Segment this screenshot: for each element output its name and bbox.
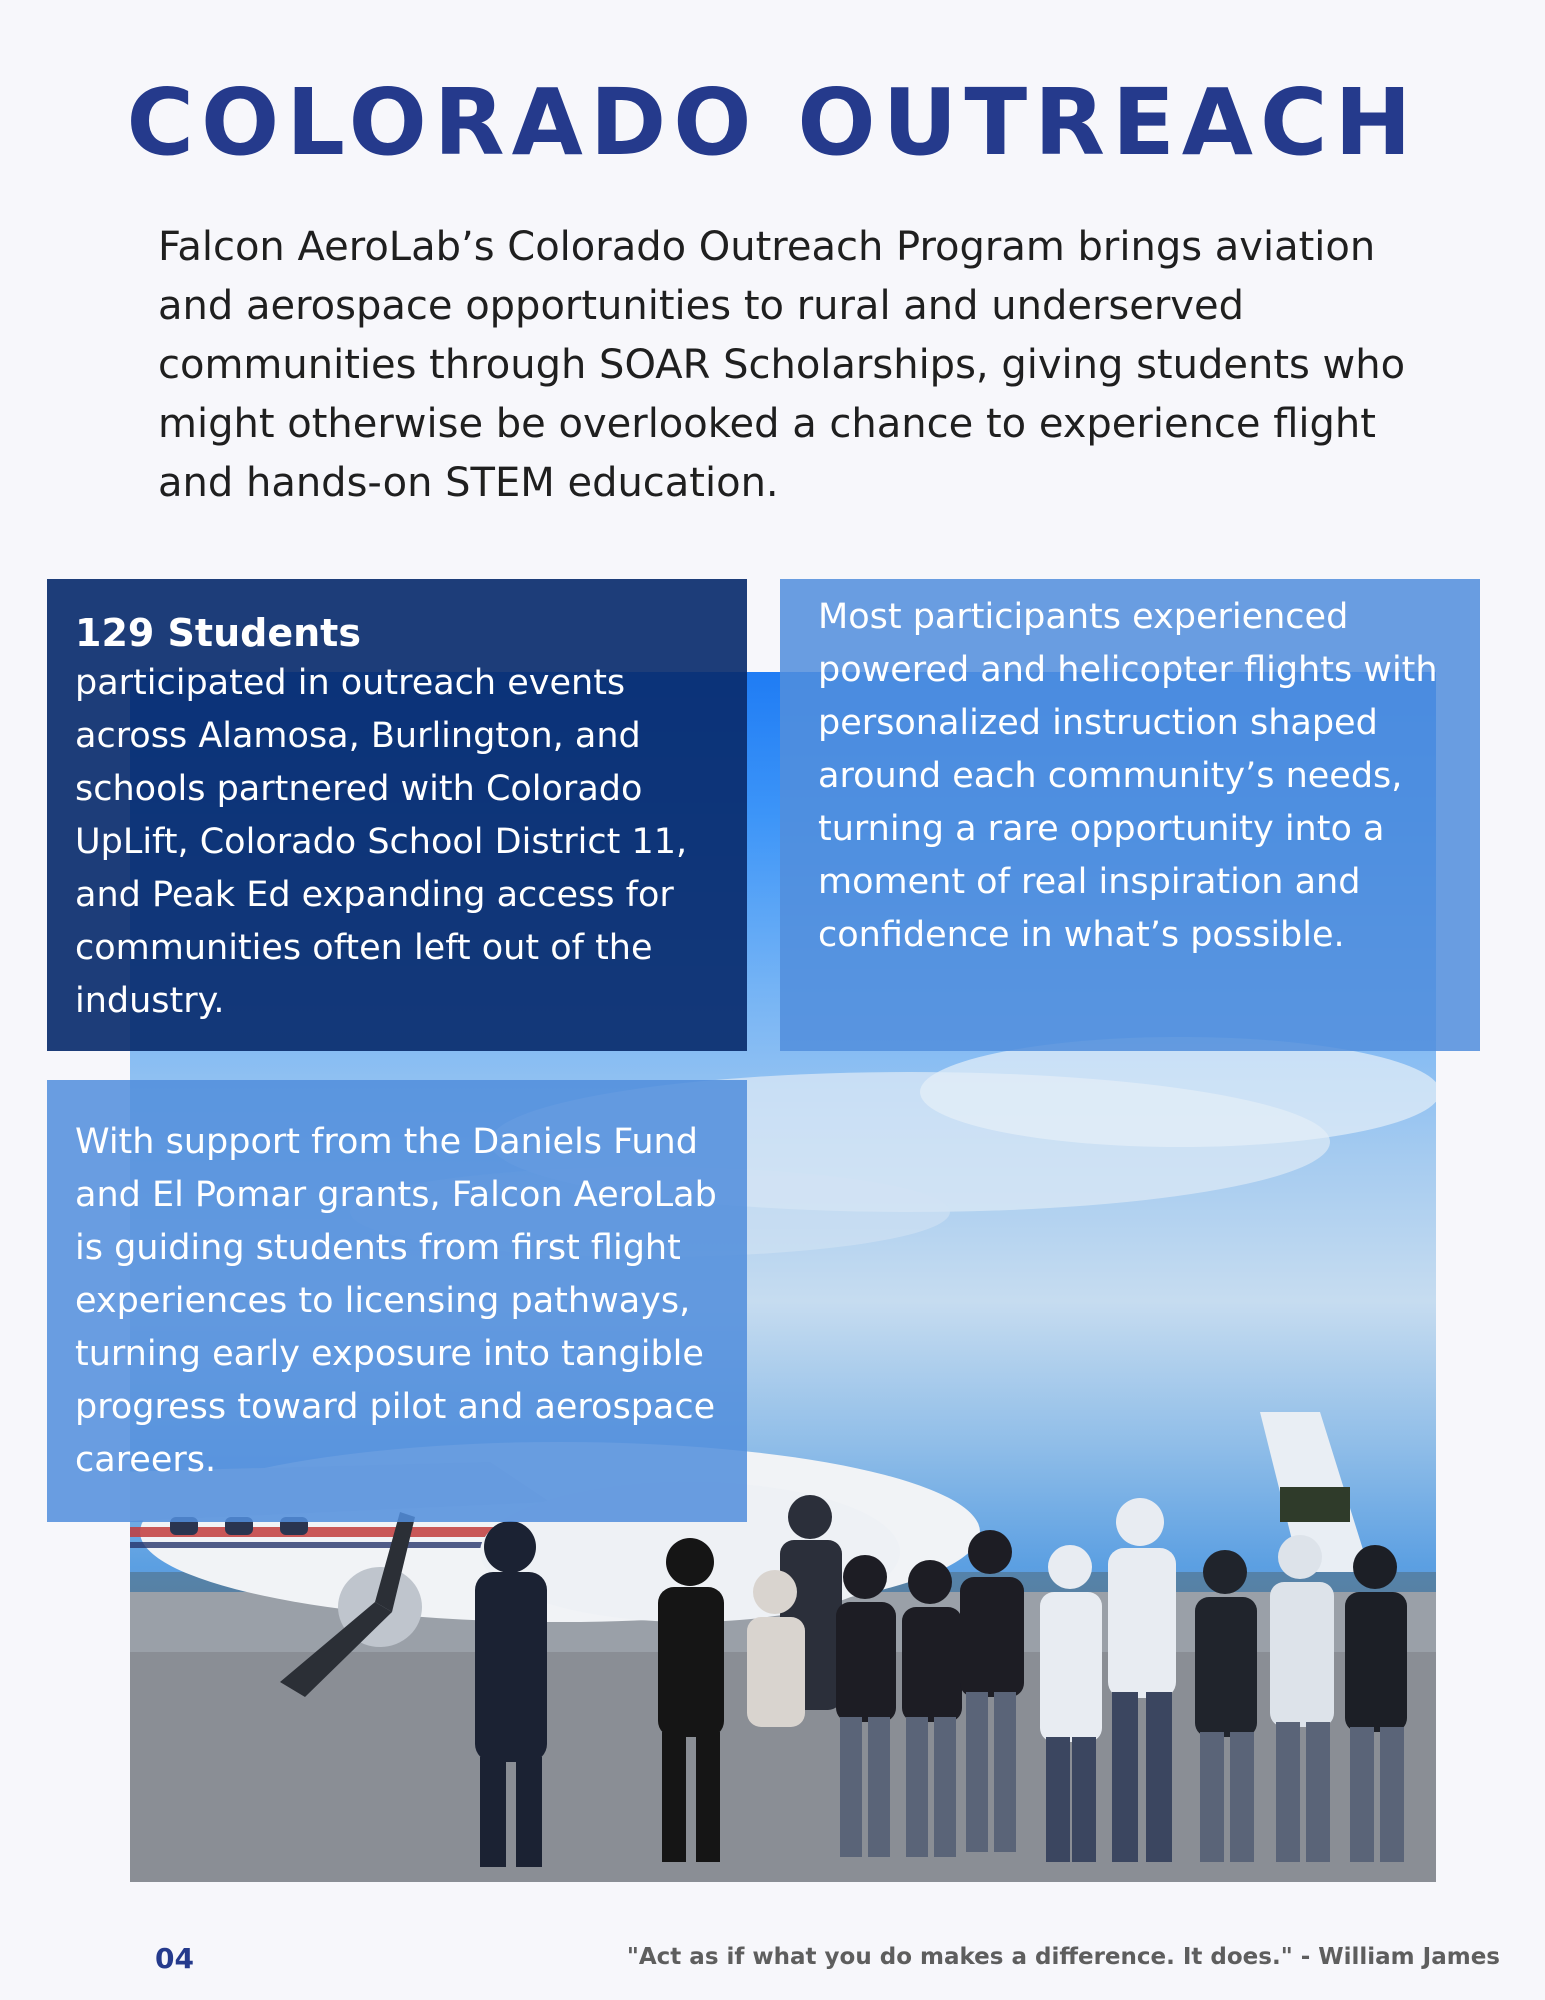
flights-description: Most participants experienced powered and helicopter flights with personalized instruction shaped around each community’s needs, turning a rare opportunity into a moment of real inspiration and confidence in what’s possible. <box>818 597 1438 955</box>
flights-info-box <box>780 579 1480 1051</box>
page-number: 04 <box>155 1942 194 1975</box>
footer-quote: "Act as if what you do makes a difference. It does." - William James <box>626 1944 1500 1970</box>
students-description: participated in outreach events across Alamosa, Burlington, and schools partnered with Colorado UpLift, Colorado School District 11, and Peak Ed expanding access for communities often left out of the industry. <box>75 663 688 1021</box>
support-info-box <box>47 1080 747 1522</box>
page-title: COLORADO OUTREACH <box>126 69 1419 176</box>
students-count-heading: 129 Students <box>75 611 361 655</box>
students-stat-box <box>47 579 747 1051</box>
support-description: With support from the Daniels Fund and El Pomar grants, Falcon AeroLab is guiding students from first flight experiences to licensing pathways, turning early exposure into tangible progress toward pilot and aerospace careers. <box>75 1122 717 1480</box>
intro-paragraph: Falcon AeroLab’s Colorado Outreach Program brings aviation and aerospace opportunities to rural and underserved communities through SOAR Scholarships, giving students who might otherwise be overlooked a chance to experience flight and hands-on STEM education. <box>158 224 1406 506</box>
